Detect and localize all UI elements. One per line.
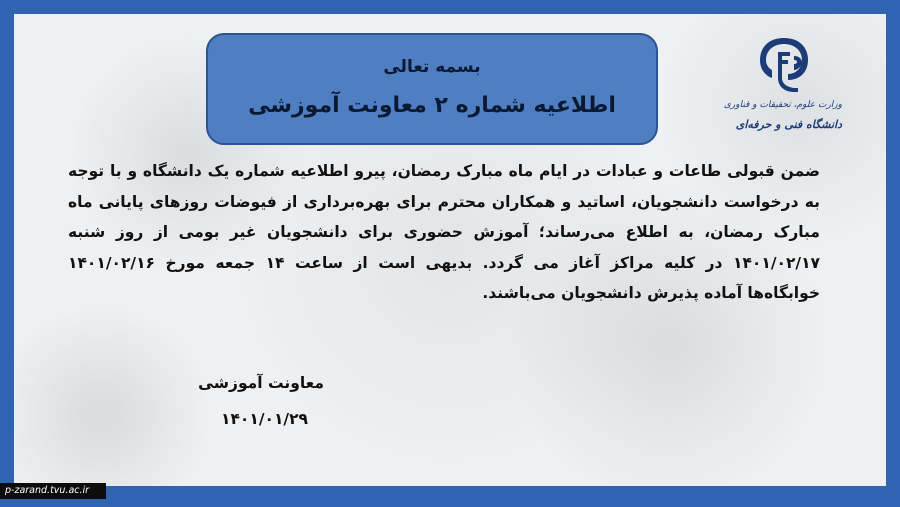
announcement-sheet [14,14,886,486]
logo-ministry-text: وزارت علوم، تحقیقات و فناوری [723,100,842,110]
header-subtitle: بسمه تعالی [383,57,481,77]
signature-date: ۱۴۰۱/۰۱/۲۹ [220,410,308,428]
announcement-body: ضمن قبولی طاعات و عبادات در ایام ماه مبارک رمضان، پیرو اطلاعیه شماره یک دانشگاه و با توجه به درخواست دانشجویان، اساتید و همکاران محترم برای بهره‌برداری از فیوضات روزهای پایانی ماه مبارک رمضان، به اطلاع می‌رساند؛ آموزش حضوری برای دانشجویان غیر بومی از روز شنبه ۱۴۰۱/۰۲/۱۷ در کلیه مراکز آغاز می گردد. بدیهی است از ساعت ۱۴ جمعه مورخ ۱۴۰۱/۰۲/۱۶ خوابگاه‌ها آماده پذیرش دانشجویان می‌باشند. [68,162,821,302]
footer-url: p-zarand.tvu.ac.ir [0,483,106,499]
signature-office: معاونت آموزشی [198,374,324,392]
university-emblem-icon [754,34,814,94]
header-title: اطلاعیه شماره ۲ معاونت آموزشی [248,93,616,118]
header-banner [206,33,658,145]
logo-university-text: دانشگاه فنی و حرفه‌ای [735,118,842,131]
